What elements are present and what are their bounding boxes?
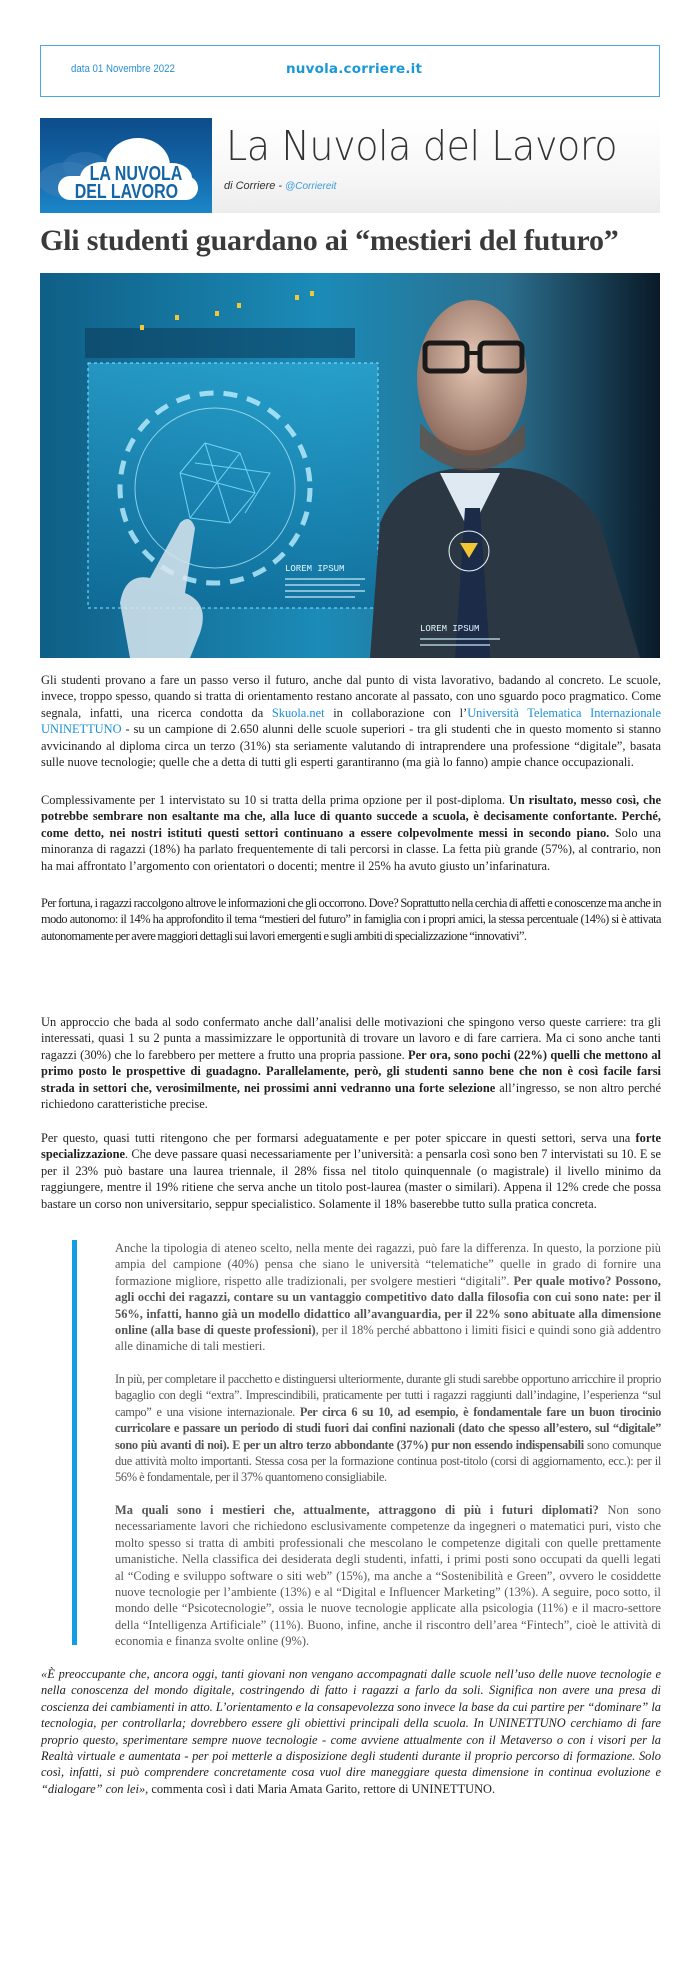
q3-bold-1: Ma quali sono i mestieri che, attualmente, attraggono di più i futuri diplomati?	[115, 1503, 599, 1517]
p1-text-3: - su un campione di 2.650 alunni delle scuole superiori - tra gli studenti che in questo momento si stanno avvicinando al diploma circa un terzo (31%) sta seriamente valutando di intraprendere una professione “digitale”, basata sulle nuove tecnologie; quelle che a detta di tutti gli esperti garantiranno (ma già lo fanno) ampie chance occupazionali.	[41, 722, 661, 770]
q1-text-2: , per il 18% perché abbattono i limiti fisici e quindi sono già addentro alle dinamiche di tali mestieri.	[115, 1323, 662, 1354]
hero-overlay-text-2: LOREM IPSUM	[420, 624, 480, 634]
quote-paragraph-1	[115, 1240, 661, 1355]
logo-line2: DEL LAVORO	[74, 180, 179, 203]
p2-bold-1: Un risultato, messo così, che potrebbe sembrare non esaltante ma che, alla luce di quanto succede a scuola, è decisamente confortante. Perché, come detto, nei nostri istituti questi settori continuano a essere colpevolmente messi in secondo piano.	[41, 793, 661, 840]
article-paragraph-5	[41, 1130, 661, 1212]
article-paragraph-3: Per fortuna, i ragazzi raccolgono altrove le informazioni che gli occorrono. Dove? Soprattutto nella cerchia di affetti e conoscenze ma anche in modo autonomo: il 14% ha approfondito il tema “mestieri del futuro” in famiglia con i propri amici, la stessa percentuale (14%) si è attivata autonomamente per avere maggiori dettagli sui lavori emergenti e sugli ambiti di specializzazione “innovativi”.	[41, 896, 661, 943]
p5-bold-1: forte specializzazione	[41, 1131, 661, 1162]
masthead	[40, 118, 660, 213]
p2-text-2: Solo una minoranza di ragazzi (18%) ha parlato frequentemente di tali percorsi in classe. La fetta più grande (57%), al contrario, non ha mai affrontato l’argomento con orientatori o docenti; mentre il 25% ha avuto giusto un’infarinatura.	[41, 825, 661, 873]
blog-title: La Nuvola del Lavoro	[226, 122, 618, 170]
p4-text-1: Un approccio che bada al sodo confermato anche dall’analisi delle motivazioni che spingono verso queste carriere: tra gli interessati, quasi 1 su 2 punta a massimizzare le opportunità di trovare un lavoro e di fare carriera. Ma ci sono anche tanti ragazzi (30%) che lo farebbero per mettere a frutto una propria passione.	[41, 1015, 661, 1062]
hero-overlay-text-1: LOREM IPSUM	[285, 564, 345, 574]
byline	[224, 180, 336, 192]
p5-text-1: Per questo, quasi tutti ritengono che per formarsi adeguatamente e per poter spiccare in questi settori, serva una	[41, 1131, 636, 1145]
p1-text-2: in collaborazione con l’	[324, 705, 468, 720]
date-bar	[40, 45, 660, 97]
closing-quote-paragraph	[41, 1666, 661, 1797]
p1-text-1: Gli studenti provano a fare un passo verso il futuro, anche dal punto di vista lavorativo, badando al concreto. Le scuole, invece, troppo spesso, quando si tratta di orientamento restano ancorate al passato, con uno sguardo poco pragmatico. Come segnala, infatti, una ricerca condotta da	[41, 673, 661, 720]
quote-paragraph-2	[115, 1371, 661, 1486]
quote-attribution: , commenta così i dati Maria Amata Garito, rettore di UNINETTUNO.	[145, 1781, 496, 1796]
masthead-banner	[212, 118, 660, 213]
article-headline: Gli studenti guardano ai “mestieri del futuro”	[40, 224, 619, 257]
rector-quote: «È preoccupante che, ancora oggi, tanti giovani non vengano accompagnati dalle scuole nell’uso delle nuove tecnologie e nella conoscenza del mondo digitale, costringendo di fatto i ragazzi a farlo da soli. Significa non avere una presa di coscienza dei cambiamenti in atto. L’orientamento e la consapevolezza sono invece la base da cui partire per “dominare” la tecnologia, per controllarla; dovrebbero essere gli obiettivi principali della scuola. In UNINETTUNO cerchiamo di fare proprio questo, sperimentare sempre nuove tecnologie - come avviene attualmente con il Metaverso o con i visori per la Realtà virtuale e aumentata - per poi metterle a disposizione degli studenti durante il proprio percorso di formazione. Solo così, infatti, si può comprendere concretamente cosa vuol dire maneggiare questa dimensione in continua evoluzione e “dialogare” con lei»	[41, 1667, 661, 1796]
twitter-handle-link[interactable]: @Corriereit	[285, 181, 337, 192]
q3-text-1: Non sono necessariamente lavori che richiedono esclusivamente competenze da ingegneri o matematici puri, visto che molto spesso si tratta di ambiti professionali che mescolano le competenze digitali con quelle prettamente umanistiche. Nella classifica dei desiderata degli studenti, infatti, i primi posti sono occupati da quelli legati al “Coding e sviluppo software o siti web” (15%), ma anche a “Sostenibilità e Green”, ovvero le cosiddette nuove tecnologie per l’ambiente (13%) e al “Digital e Influencer Marketing” (13%). A seguire, poco sotto, il mondo delle “Psicotecnologie”, ossia le nuove tecnologie applicate alla psicologia (11%) e il macro-settore della “Intelligenza Artificiale” (11%). Buono, infine, anche il riscontro dell’area “Fintech”, cioè le attività di economia e finanza svolte online (9%).	[115, 1503, 661, 1649]
q1-text-1: Anche la tipologia di ateneo scelto, nella mente dei ragazzi, può fare la differenza. In questo, la porzione più ampia del campione (40%) pensa che siano le università “telematiche” quelle in grado di fornire una formazione migliore, rispetto alle tradizionali, per svolgere mestieri “digitali”.	[115, 1241, 661, 1288]
p2-text-1: Complessivamente per 1 intervistato su 10 si tratta della prima opzione per il post-diploma.	[41, 793, 509, 807]
blockquote-bar	[72, 1240, 77, 1645]
quote-paragraph-3	[115, 1502, 661, 1650]
p5-text-2: . Che deve passare quasi necessariamente per l’università: a pensarla così sono ben 7 intervistati su 10. E se per il 23% può bastare una laurea triennale, il 28% fissa nel titolo quinquennale (o magistrale) il livello minimo da raggiungere, mentre il 19% ritiene che serva anche un titolo post-laurea (master o similari). Appena il 12% crede che possa bastare un corso non universitario, seppur specialistico. Solamente il 18% baserebbe tutto sulla pratica concreta.	[41, 1147, 661, 1211]
uninettuno-link[interactable]: Università Telematica Internazionale UNINETTUNO	[41, 705, 661, 737]
hero-image	[40, 273, 660, 658]
site-url-link[interactable]: nuvola.corriere.it	[286, 61, 423, 77]
article-paragraph-2	[41, 792, 661, 874]
p4-text-2: all’ingresso, se non altro perché richiedono caratteristiche precise.	[41, 1080, 661, 1112]
q1-bold-1: Per quale motivo? Possono, agli occhi dei ragazzi, contare su un vantaggio competitivo dato dalla filosofia con cui sono nate: per il 56%, infatti, hanno già un modello didattico all’avanguardia, per il 22% sono abituate alla dimensione online (alla base di queste professioni)	[115, 1273, 661, 1338]
nuvola-logo[interactable]	[40, 118, 212, 213]
article-paragraph-1	[41, 672, 661, 770]
skuola-net-link[interactable]: Skuola.net	[271, 705, 325, 720]
article-paragraph-4	[41, 1014, 661, 1112]
logo-line1: LA NUVOLA	[89, 162, 183, 185]
cloud-logo-icon	[40, 118, 212, 213]
q2-text-1: In più, per completare il pacchetto e distinguersi ulteriormente, durante gli studi sarebbe opportuno arricchire il proprio bagaglio con degli “extra”. Imprescindibili, praticamente per tutti i ragazzi raggiunti dall’indagine, l’esperienza “sul campo” e una visione internazionale.	[115, 1372, 661, 1419]
highlight-blockquote	[72, 1240, 662, 1650]
futuristic-interface-image	[40, 273, 660, 658]
p4-bold-1: Per ora, sono pochi (22%) quelli che mettono al primo posto le prospettive di guadagno. Parallelamente, però, gli studenti sanno bene che non è così facile farsi strada in settori che, verosimilmente, nei prossimi anni vedranno una forte selezione	[41, 1047, 661, 1095]
publication-date: data 01 Novembre 2022	[71, 63, 175, 75]
byline-prefix: di Corriere -	[224, 180, 286, 192]
q2-text-2: sono comunque due attività molto importanti. Stessa cosa per la formazione continua post-titolo (corsi di aggiornamento, ecc.): per il 56% è fondamentale, per il 37% quantomeno consigliabile.	[115, 1437, 662, 1485]
q2-bold-1: Per circa 6 su 10, ad esempio, è fondamentale fare un buon tirocinio curricolare e passare un periodo di studi fuori dai confini nazionali (dato che spesso all’estero, sul “digitale” sono più avanti di noi). E per un altro terzo abbondante (37%) pur non essendo indispensabili	[115, 1404, 661, 1452]
